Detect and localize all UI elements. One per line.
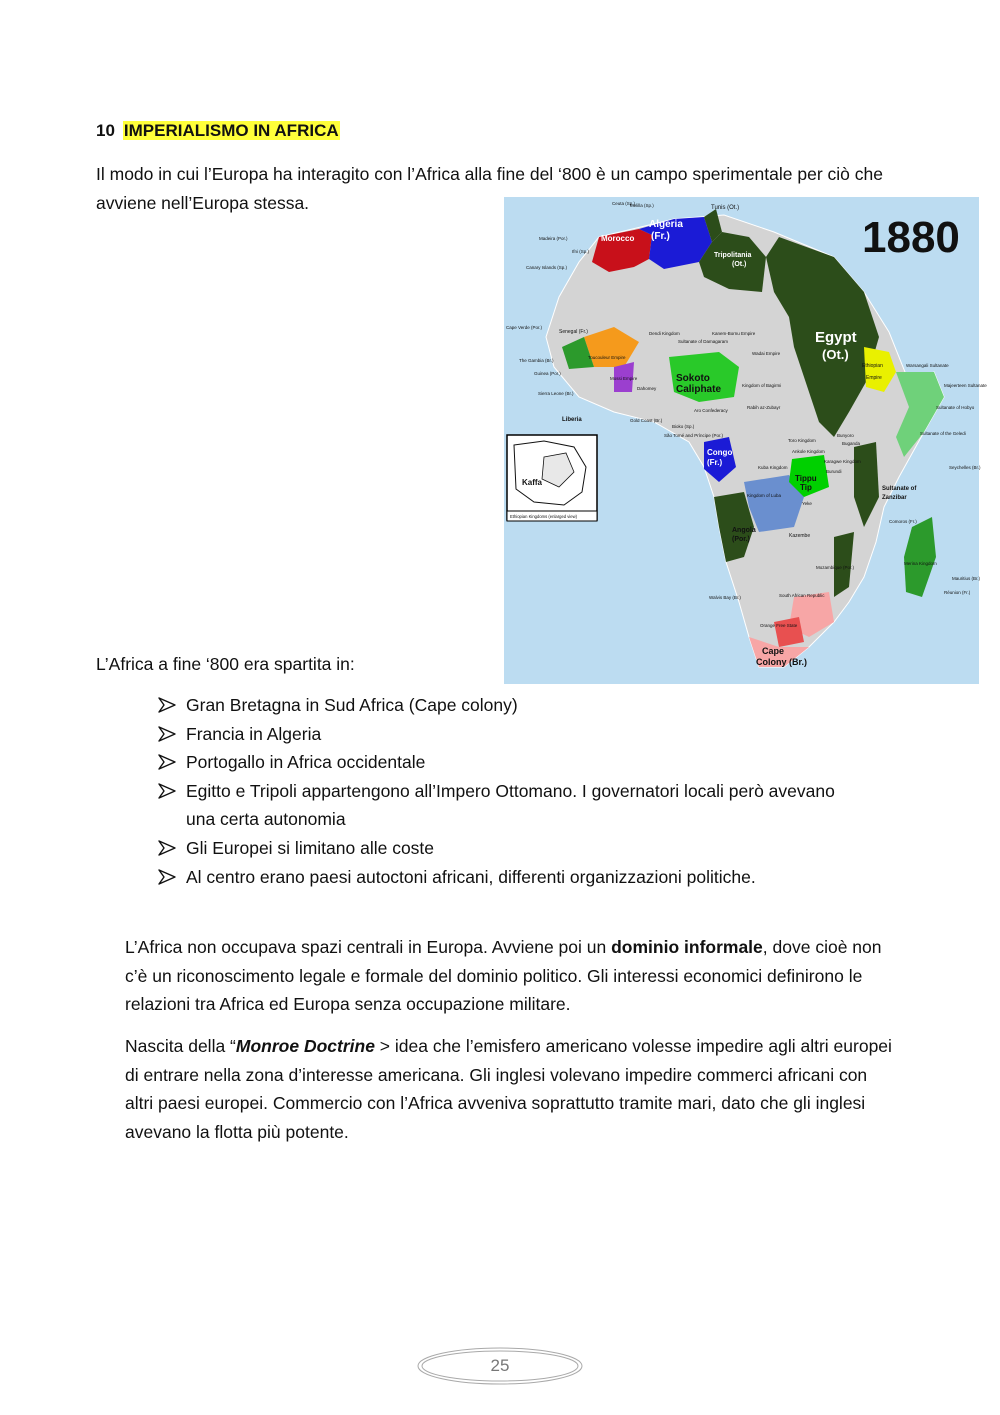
map-label-bagirmi: Kingdom of Bagirmi: [742, 383, 782, 388]
map-label-dahomey: Dahomey: [637, 386, 657, 391]
map-label-congo-fr: (Fr.): [707, 458, 723, 467]
map-label-damagaram: Sultanate of Damagaram: [678, 339, 729, 344]
map-label-guinea: Guinea (Por.): [534, 371, 561, 376]
list-item: [158, 748, 858, 777]
map-label-tunis: Tunis (Ot.): [711, 205, 740, 211]
map-label-cape: Cape: [762, 646, 785, 656]
map-label-buganda: Buganda: [842, 441, 861, 446]
africa-1880-map: [504, 197, 987, 684]
map-label-ethiopian: Ethiopian: [862, 363, 883, 369]
map-label-merina: Merina Kingdom: [904, 561, 937, 566]
informal-dominion-paragraph: [125, 933, 895, 1019]
map-label-angola-por: (Por.): [732, 536, 750, 543]
arrow-bullet-icon: [158, 869, 176, 885]
map-year: 1880: [862, 213, 960, 262]
page-number: 25: [490, 1356, 510, 1375]
map-label-toucouleur: Toucouleur Empire: [588, 355, 626, 360]
map-label-sokoto: Sokoto: [676, 373, 710, 384]
map-label-algeria: Algeria: [649, 219, 683, 230]
arrow-bullet-icon: [158, 783, 176, 799]
map-label-mozambique: Mozambique (Por.): [816, 565, 855, 570]
monroe-doctrine-paragraph: [125, 1032, 895, 1146]
map-label-empire: Empire: [866, 375, 882, 381]
map-label-orange: Orange Free State: [760, 623, 798, 628]
map-label-bunyoro: Bunyoro: [837, 433, 854, 438]
map-label-liberia: Liberia: [562, 417, 582, 423]
bold-italic-term: Monroe Doctrine: [235, 1036, 375, 1056]
list-item: [158, 863, 858, 892]
bold-term: dominio informale: [611, 937, 763, 957]
map-label-mossi: Mossi Empire: [610, 376, 638, 381]
map-label-angola: Angola: [732, 527, 756, 534]
list-item-text: Egitto e Tripoli appartengono all’Impero Ottomano. I governatori locali però avevano una certa autonomia: [186, 780, 835, 830]
map-label-morocco: Morocco: [601, 234, 635, 243]
map-label-comoros: Comoros (Fr.): [889, 519, 917, 524]
intro-paragraph: Il modo in cui l’Europa ha interagito con l’Africa alla fine del ‘800 è un campo sperimentale per ciò che avviene nell’Europa stessa.: [96, 164, 883, 213]
map-label-kazembe: Kazembe: [789, 533, 811, 539]
list-item-text: Francia in Algeria: [186, 723, 322, 744]
map-label-hobyo: Sultanate of Hobyo: [936, 405, 975, 410]
map-label-canary: Canary Islands (Sp.): [526, 265, 568, 270]
map-label-tripolitania: Tripolitania: [714, 252, 752, 259]
map-label-tripolitania-ot: (Ot.): [732, 261, 747, 268]
section-number: 10: [96, 121, 115, 140]
map-label-senegal: Senegal (Fr.): [559, 329, 588, 335]
map-label-wadai: Wadai Empire: [752, 351, 781, 356]
arrow-bullet-icon: [158, 840, 176, 856]
arrow-bullet-icon: [158, 697, 176, 713]
map-inset-label: Kaffa: [522, 478, 543, 487]
madagascar-region: [904, 517, 936, 597]
map-label-geledi: Sultanate of the Geledi: [920, 431, 966, 436]
section-title: IMPERIALISMO IN AFRICA: [123, 121, 339, 140]
map-label-kanem: Kanem-Bornu Empire: [712, 331, 756, 336]
paragraph-text: > idea che l’emisfero americano volesse impedire agli altri europei di entrare nella zona d’interesse americana. Gli inglesi volevano impedire commerci africani con altri paesi europei. Commercio con l’Africa avveniva soprattutto tramite mari, dato che gli inglesi avevano la flotta più potente.: [125, 1036, 892, 1142]
arrow-bullet-icon: [158, 754, 176, 770]
map-label-seychelles: Seychelles (Br.): [949, 465, 981, 470]
list-item-text: Portogallo in Africa occidentale: [186, 752, 426, 773]
arrow-bullet-icon: [158, 726, 176, 742]
map-label-sierra: Sierra Leone (Br.): [538, 391, 574, 396]
list-item-text: Al centro erano paesi autoctoni africani, differenti organizzazioni politiche.: [186, 866, 756, 887]
section-heading: [96, 120, 340, 142]
division-intro: L’Africa a fine ‘800 era spartita in:: [96, 654, 355, 674]
map-label-burundi: Burundi: [826, 469, 842, 474]
list-item-text: Gran Bretagna in Sud Africa (Cape colony): [186, 695, 518, 715]
map-label-algeria-fr: (Fr.): [651, 231, 670, 242]
map-label-karagwe: Karagwe Kingdom: [824, 459, 861, 464]
map-label-sao-tome: São Tomé and Príncipe (Por.): [664, 433, 723, 438]
map-label-reunion: Réunion (Fr.): [944, 590, 971, 595]
map-label-egypt-ot: (Ot.): [822, 347, 849, 362]
page-footer: [416, 1346, 584, 1386]
orange-free-state-region: [774, 617, 804, 647]
map-label-gambia: The Gambia (Br.): [519, 358, 554, 363]
map-label-zanzibar2: Zanzibar: [882, 495, 907, 501]
map-label-cape-colony: Colony (Br.): [756, 657, 807, 667]
map-label-melilla: Melilla (Sp.): [630, 203, 654, 208]
map-label-zanzibar: Sultanate of: [882, 486, 917, 492]
map-label-luba: Kingdom of Luba: [747, 493, 782, 498]
list-item: [158, 720, 858, 749]
list-item-text: Gli Europei si limitano alle coste: [186, 837, 435, 858]
paragraph-text: , dove cioè non c’è un riconoscimento legale e formale del dominio politico. Gli interessi economici definirono le relazioni tra Africa ed Europa senza occupazione militare.: [125, 937, 882, 1015]
division-list: [158, 691, 858, 891]
map-label-dendi: Dendi Kingdom: [649, 331, 680, 336]
map-label-congo: Congo: [707, 448, 733, 457]
map-label-warsangali: Warsangali Sultanate: [906, 363, 949, 368]
map-label-madeira: Madeira (Por.): [539, 236, 568, 241]
map-inset-caption: Ethiopian Kingdoms (enlarged view): [510, 514, 578, 519]
map-label-rabih: Rabih az-Zubayr: [747, 405, 781, 410]
map-label-ankole: Ankole Kingdom: [792, 449, 825, 454]
map-label-walvis: Walvis Bay (Br.): [709, 595, 741, 600]
map-label-bioko: Bioko (Sp.): [672, 424, 695, 429]
map-label-toro: Toro Kingdom: [788, 438, 816, 443]
list-item: [158, 834, 858, 863]
map-label-majeerteen: Majeerteen Sultanate: [944, 383, 987, 388]
map-label-ceuta: Ceuta (Sp.): [612, 201, 636, 206]
map-label-yeke: Yeke: [802, 501, 812, 506]
list-item: [158, 777, 858, 834]
map-label-gold-coast: Gold Coast (Br.): [630, 418, 663, 423]
paragraph-text: L’Africa non occupava spazi centrali in Europa. Avviene poi un: [125, 937, 612, 957]
map-label-cape-verde: Cape Verde (Por.): [506, 325, 543, 330]
paragraph-text: Nascita della “: [125, 1036, 236, 1056]
map-label-tippu: Tippu: [795, 474, 817, 483]
map-label-mauritius: Mauritius (Br.): [952, 576, 981, 581]
map-label-egypt: Egypt: [815, 329, 857, 346]
map-label-ifni: Ifni (Sp.): [572, 249, 590, 254]
map-label-aro: Aro Confederacy: [694, 408, 728, 413]
map-label-kuba: Kuba Kingdom: [758, 465, 788, 470]
list-item: [158, 691, 858, 720]
map-label-caliphate: Caliphate: [676, 384, 722, 395]
map-label-tip: Tip: [800, 483, 812, 492]
map-label-south-african: South African Republic: [779, 593, 825, 598]
